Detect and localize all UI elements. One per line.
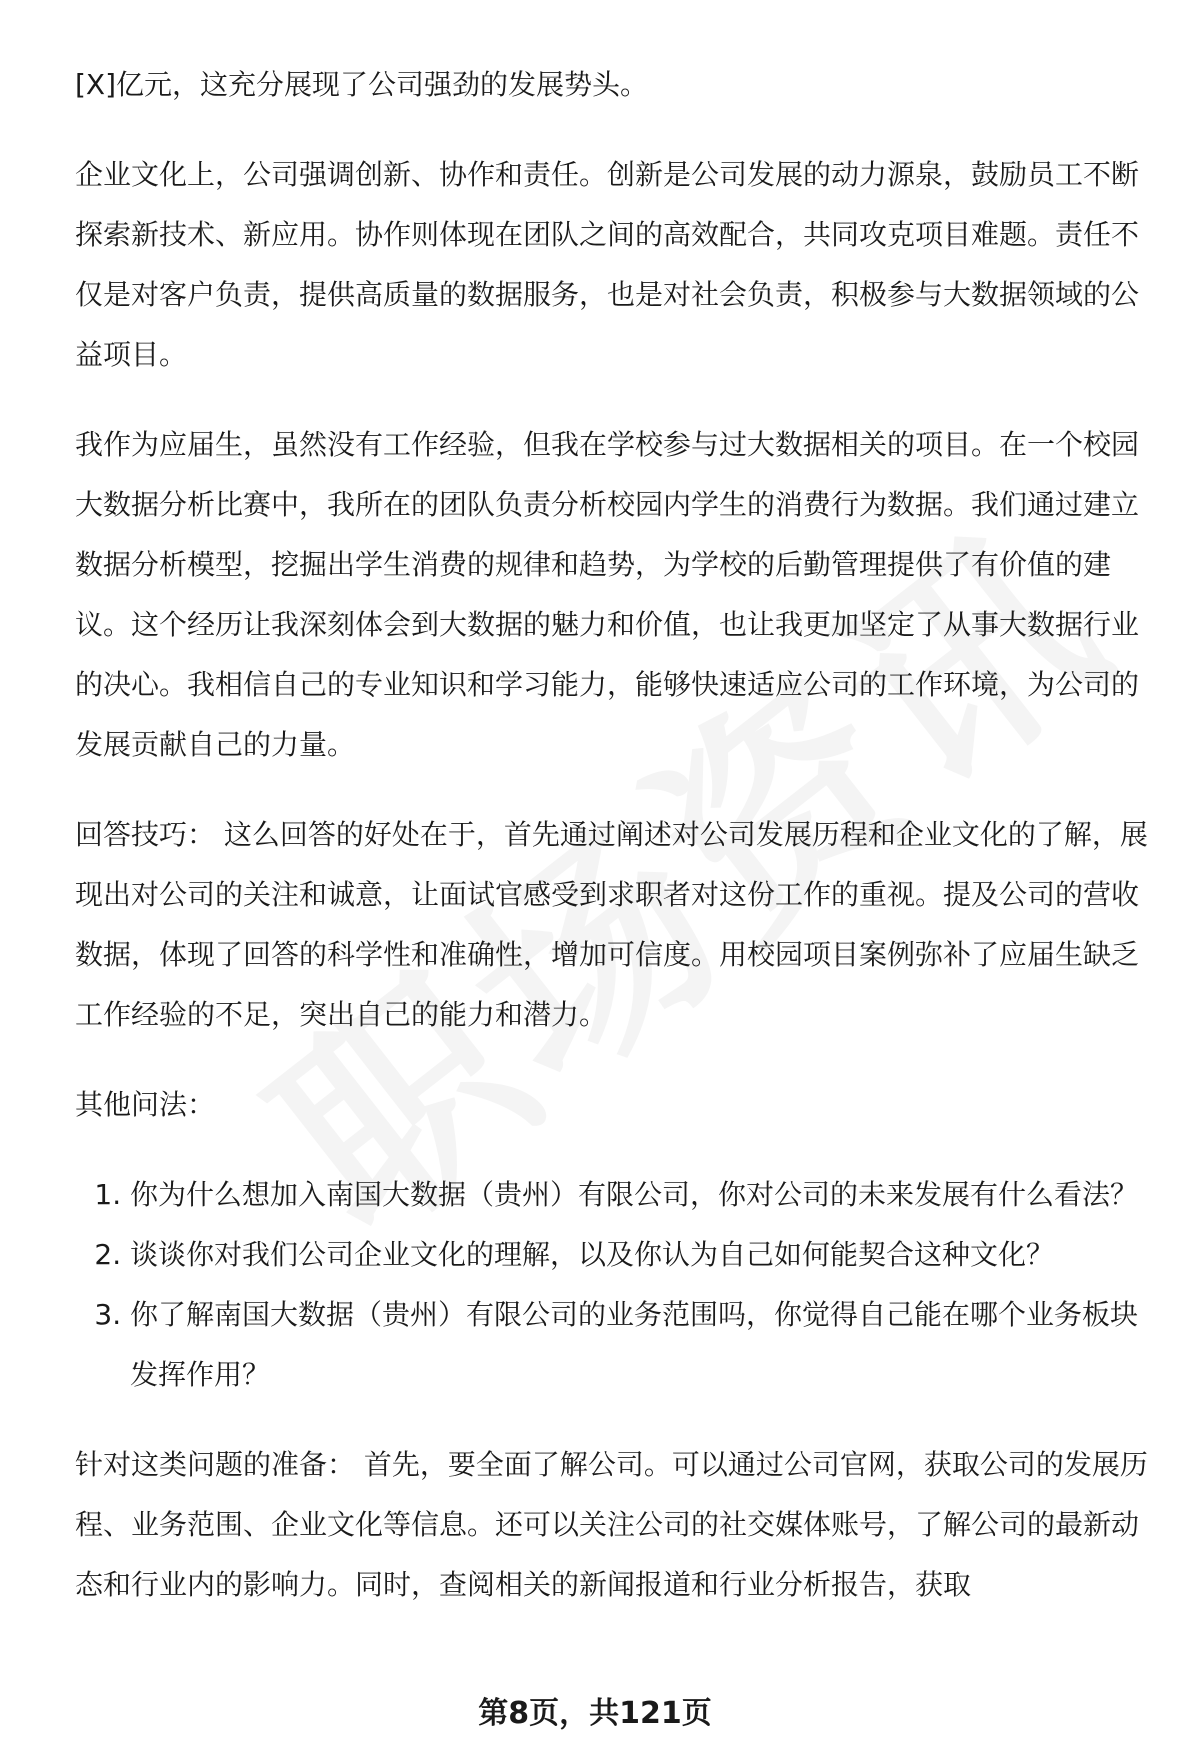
document-body <box>75 55 1160 1645</box>
list-item: 1. 你为什么想加入南国大数据（贵州）有限公司，你对公司的未来发展有什么看法？ <box>130 1165 1160 1225</box>
page-number: 第8页，共121页 <box>478 1696 712 1731</box>
paragraph-preparation: 针对这类问题的准备： 首先，要全面了解公司。可以通过公司官网，获取公司的发展历程、业务范围、企业文化等信息。还可以关注公司的社交媒体账号，了解公司的最新动态和行业内的影响力。同时，查阅相关的新闻报道和行业分析报告，获取 <box>75 1448 1148 1601</box>
paragraph-revenue: [X]亿元，这充分展现了公司强劲的发展势头。 <box>75 68 649 101</box>
list-item: 3. 你了解南国大数据（贵州）有限公司的业务范围吗，你觉得自己能在哪个业务板块发挥作用？ <box>130 1285 1160 1405</box>
list-item: 2. 谈谈你对我们公司企业文化的理解，以及你认为自己如何能契合这种文化？ <box>130 1225 1160 1285</box>
paragraph-other-questions-heading: 其他问法： <box>75 1088 216 1121</box>
paragraph-answer-tips: 回答技巧： 这么回答的好处在于，首先通过阐述对公司发展历程和企业文化的了解，展现出对公司的关注和诚意，让面试官感受到求职者对这份工作的重视。提及公司的营收数据，体现了回答的科学性和准确性，增加可信度。用校园项目案例弥补了应届生缺乏工作经验的不足，突出自己的能力和潜力。 <box>75 818 1148 1031</box>
paragraph-culture: 企业文化上，公司强调创新、协作和责任。创新是公司发展的动力源泉，鼓励员工不断探索新技术、新应用。协作则体现在团队之间的高效配合，共同攻克项目难题。责任不仅是对客户负责，提供高质量的数据服务，也是对社会负责，积极参与大数据领域的公益项目。 <box>75 158 1140 371</box>
paragraph-experience: 我作为应届生，虽然没有工作经验，但我在学校参与过大数据相关的项目。在一个校园大数据分析比赛中，我所在的团队负责分析校园内学生的消费行为数据。我们通过建立数据分析模型，挖掘出学生消费的规律和趋势，为学校的后勤管理提供了有价值的建议。这个经历让我深刻体会到大数据的魅力和价值，也让我更加坚定了从事大数据行业的决心。我相信自己的专业知识和学习能力，能够快速适应公司的工作环境，为公司的发展贡献自己的力量。 <box>75 428 1140 761</box>
other-questions-list <box>75 1165 1160 1405</box>
